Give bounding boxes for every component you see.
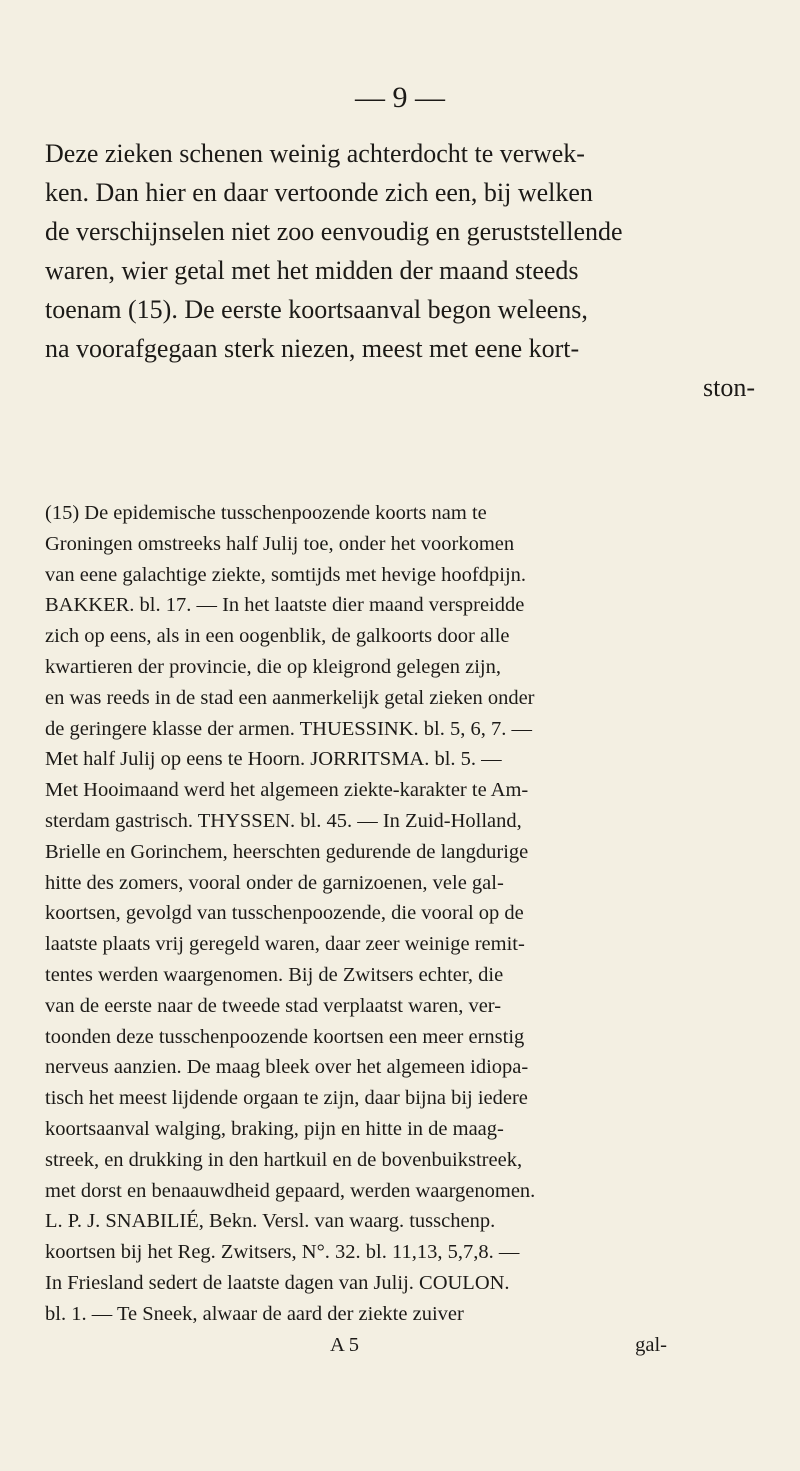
footnote-line: tisch het meest lijdende orgaan te zijn, daar bijna bij iedere [45,1087,528,1110]
body-line-continuation: ston- [703,373,755,402]
footnote-line: Brielle en Gorinchem, heerschten gedurende de langdurige [45,840,529,863]
footnote-line: van de eerste naar de tweede stad verplaatst waren, ver- [45,994,502,1017]
footnote-line: koortsen bij het Reg. Zwitsers, N°. 32. bl. 11,13, 5,7,8. — [45,1241,520,1264]
footnote-line: bl. 1. — Te Sneek, alwaar de aard der ziekte zuiver [45,1302,464,1325]
footnote-line: toonden deze tusschenpoozende koortsen een meer ernstig [45,1025,525,1048]
footnote-line: Met half Julij op eens te Hoorn. JORRITSMA. bl. 5. — [45,748,502,771]
body-line: na voorafgegaan sterk niezen, meest met eene kort- [45,334,580,363]
catchword: gal- [635,1333,667,1356]
signature-mark: A 5 [330,1333,360,1356]
footnote-line: koortsaanval walging, braking, pijn en hitte in de maag- [45,1117,504,1140]
footnote-line: van eene galachtige ziekte, somtijds met hevige hoofdpijn. [45,563,527,586]
footnote-line: met dorst en benaauwdheid gepaard, werden waargenomen. [45,1179,536,1202]
footnote-line: kwartieren der provincie, die op kleigrond gelegen zijn, [45,655,501,678]
footnote-line: tentes werden waargenomen. Bij de Zwitsers echter, die [45,963,504,986]
footnote-15 [45,498,755,1360]
footnote-line: laatste plaats vrij geregeld waren, daar zeer weinige remit- [45,933,525,956]
footnote-line: de geringere klasse der armen. THUESSINK. bl. 5, 6, 7. — [45,717,532,740]
body-line: Deze zieken schenen weinig achterdocht te verwek- [45,139,585,168]
footnote-line: sterdam gastrisch. THYSSEN. bl. 45. — In Zuid-Holland, [45,809,522,832]
body-line: waren, wier getal met het midden der maand steeds [45,256,579,285]
footnote-line: BAKKER. bl. 17. — In het laatste dier maand verspreidde [45,594,525,617]
footnote-line: nerveus aanzien. De maag bleek over het algemeen idiopa- [45,1056,529,1079]
footnote-line: zich op eens, als in een oogenblik, de galkoorts door alle [45,625,510,648]
footnote-line: L. P. J. SNABILIÉ, Bekn. Versl. van waarg. tusschenp. [45,1210,496,1233]
body-line: ken. Dan hier en daar vertoonde zich een, bij welken [45,178,593,207]
footnote-line: streek, en drukking in den hartkuil en de bovenbuikstreek, [45,1148,523,1171]
footnote-line: en was reeds in de stad een aanmerkelijk getal zieken onder [45,686,535,709]
footnote-line: Groningen omstreeks half Julij toe, onder het voorkomen [45,532,515,555]
footnote-line: hitte des zomers, vooral onder de garnizoenen, vele gal- [45,871,504,894]
page-footer [45,1330,755,1361]
body-line: toenam (15). De eerste koortsaanval begon weleens, [45,295,588,324]
page-number: — 9 — [355,81,445,114]
footnote-line: In Friesland sedert de laatste dagen van Julij. COULON. [45,1271,510,1294]
main-text [45,134,755,407]
footnote-line: koortsen, gevolgd van tusschenpoozende, die vooral op de [45,902,524,925]
body-line: de verschijnselen niet zoo eenvoudig en geruststellende [45,217,623,246]
footnote-line: (15) De epidemische tusschenpoozende koorts nam te [45,502,487,524]
footnote-line: Met Hooimaand werd het algemeen ziekte-karakter te Am- [45,779,529,802]
